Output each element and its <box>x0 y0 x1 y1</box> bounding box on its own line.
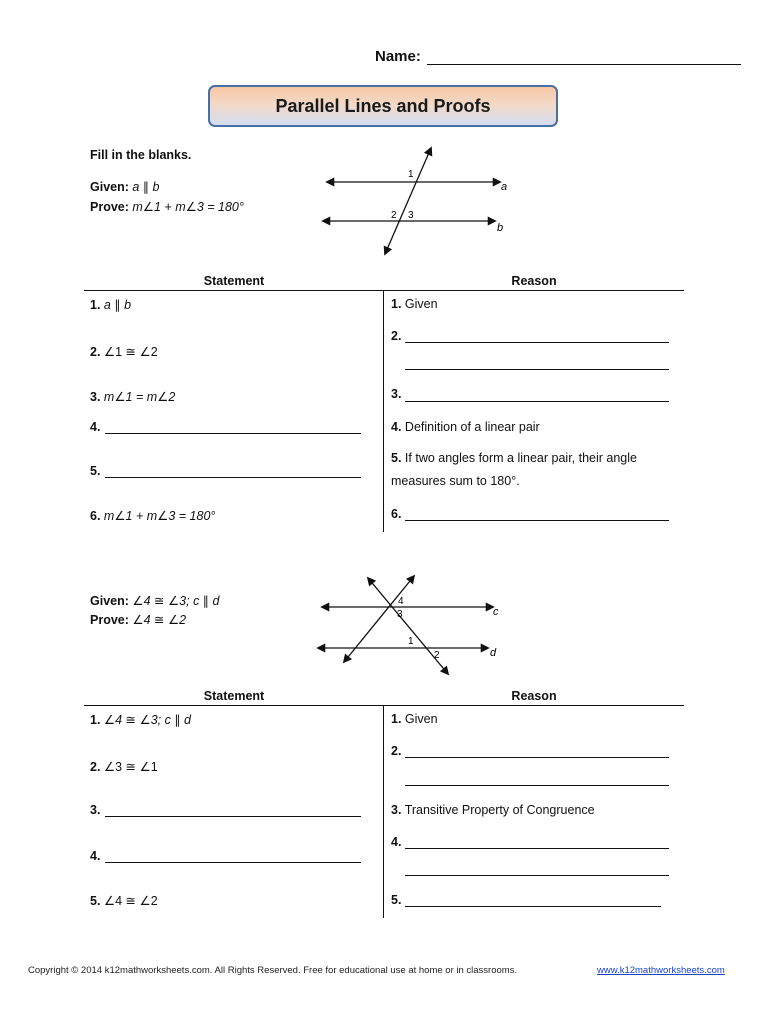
p1-statement-4-blank[interactable] <box>105 433 361 434</box>
p1-given-label: Given: <box>90 180 129 194</box>
p2-header-reason: Reason <box>511 689 557 703</box>
p1-label-b: b <box>497 222 504 234</box>
p2-angle3: 3 <box>397 609 403 620</box>
p1-label-a: a <box>501 181 508 193</box>
p1-diagram <box>315 140 525 260</box>
p2-prove-label: Prove: <box>90 613 129 627</box>
p1-statement-4: 4. <box>90 420 101 434</box>
p1-statement-1: 1. a ∥ b <box>90 298 132 312</box>
p2-statement-2: 2. ∠3 ≅ ∠1 <box>90 760 158 774</box>
instructions: Fill in the blanks. <box>90 148 192 162</box>
p1-reason-2-blank-2[interactable] <box>405 369 669 370</box>
p2-label-d: d <box>490 647 497 659</box>
p1-angle3: 3 <box>408 210 414 221</box>
p1-angle2: 2 <box>391 210 397 221</box>
p1-reason-6: 6. <box>391 507 402 521</box>
p1-table-divider <box>383 290 384 532</box>
footer-copyright: Copyright © 2014 k12mathworksheets.com. All Rights Reserved. Free for educational use at home or in classrooms. <box>28 965 518 976</box>
p2-statement-4-blank[interactable] <box>105 862 361 863</box>
p1-given-text: a ∥ b <box>132 180 160 194</box>
p2-reason-3: 3. Transitive Property of Congruence <box>391 803 595 817</box>
page-title: Parallel Lines and Proofs <box>208 85 558 127</box>
p1-reason-1: 1. Given <box>391 297 438 311</box>
p1-reason-2-blank[interactable] <box>405 342 669 343</box>
p2-reason-2-blank[interactable] <box>405 757 669 758</box>
p2-angle4: 4 <box>398 596 404 607</box>
p1-given <box>90 179 160 194</box>
p2-transversal-1 <box>344 576 414 662</box>
p2-reason-5-blank[interactable] <box>405 906 661 907</box>
p1-reason-6-blank[interactable] <box>405 520 669 521</box>
p1-reason-3: 3. <box>391 387 402 401</box>
p1-reason-5-cont: measures sum to 180°. <box>391 474 520 488</box>
p1-angle1: 1 <box>408 169 414 180</box>
p2-prove-text: ∠4 ≅ ∠2 <box>132 613 187 627</box>
p1-statement-5: 5. <box>90 464 101 478</box>
name-blank[interactable] <box>427 64 741 65</box>
p2-given-text: ∠4 ≅ ∠3; c ∥ d <box>132 594 220 608</box>
p1-table-rule <box>84 290 684 291</box>
p1-statement-5-blank[interactable] <box>105 477 361 478</box>
p1-statement-3: 3. m∠1 = m∠2 <box>90 390 176 404</box>
p1-reason-3-blank[interactable] <box>405 401 669 402</box>
p1-reason-5: 5. If two angles form a linear pair, their angle <box>391 451 637 465</box>
p2-given-label: Given: <box>90 594 129 608</box>
p2-reason-2-blank-2[interactable] <box>405 785 669 786</box>
p1-reason-2: 2. <box>391 329 402 343</box>
p2-table-rule <box>84 705 684 706</box>
p2-given <box>90 593 219 608</box>
p1-transversal <box>385 148 431 254</box>
p2-reason-4-blank[interactable] <box>405 848 669 849</box>
p2-reason-5: 5. <box>391 893 402 907</box>
p2-table-divider <box>383 705 384 918</box>
p2-statement-3: 3. <box>90 803 101 817</box>
p1-prove-text: m∠1 + m∠3 = 180° <box>132 200 244 214</box>
p1-statement-2: 2. ∠1 ≅ ∠2 <box>90 345 158 359</box>
p2-statement-4: 4. <box>90 849 101 863</box>
p2-reason-2: 2. <box>391 744 402 758</box>
p1-prove <box>90 199 244 214</box>
p2-diagram <box>310 572 510 687</box>
p2-statement-5: 5. ∠4 ≅ ∠2 <box>90 894 158 908</box>
p2-angle2: 2 <box>434 650 440 661</box>
footer-link[interactable]: www.k12mathworksheets.com <box>597 965 725 976</box>
p2-label-c: c <box>493 606 499 618</box>
p2-reason-4-blank-2[interactable] <box>405 875 669 876</box>
p1-statement-6: 6. m∠1 + m∠3 = 180° <box>90 509 216 523</box>
p1-header-reason: Reason <box>511 274 557 288</box>
p1-reason-4: 4. Definition of a linear pair <box>391 420 540 434</box>
p2-header-statement: Statement <box>203 689 265 703</box>
p2-statement-3-blank[interactable] <box>105 816 361 817</box>
name-label: Name: <box>375 48 421 65</box>
p2-statement-1: 1. ∠4 ≅ ∠3; c ∥ d <box>90 713 192 727</box>
p1-header-statement: Statement <box>203 274 265 288</box>
p2-prove <box>90 612 186 627</box>
p1-prove-label: Prove: <box>90 200 129 214</box>
p2-reason-1: 1. Given <box>391 712 438 726</box>
p2-reason-4: 4. <box>391 835 402 849</box>
p2-angle1: 1 <box>408 636 414 647</box>
